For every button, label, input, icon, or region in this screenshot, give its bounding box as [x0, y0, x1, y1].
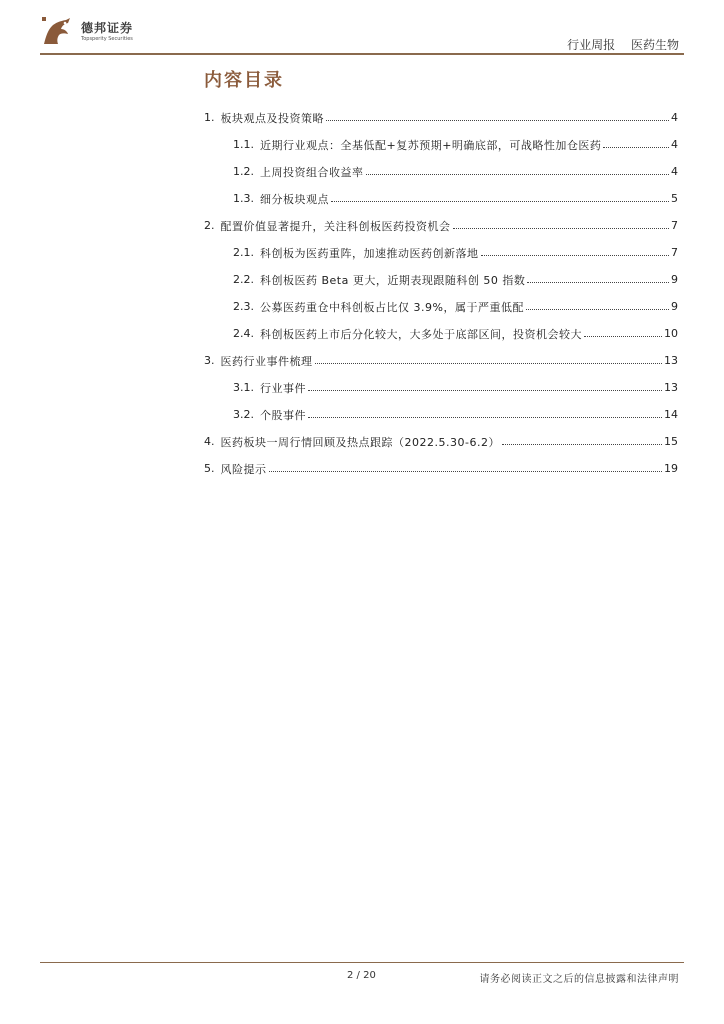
toc-entry-text: 公募医药重仓中科创板占比仅 3.9%，属于严重低配	[260, 300, 524, 314]
report-type: 行业周报	[567, 38, 616, 52]
toc-entry[interactable]	[204, 158, 678, 185]
toc-entry-number: 4.	[204, 435, 215, 448]
toc-entry[interactable]	[204, 239, 678, 266]
footer-disclaimer: 请务必阅读正文之后的信息披露和法律声明	[479, 974, 679, 985]
toc-entry[interactable]	[204, 212, 678, 239]
company-logo-icon	[40, 14, 74, 48]
toc-entry-text: 科创板医药 Beta 更大，近期表现跟随科创 50 指数	[260, 273, 526, 287]
toc-leader-dots	[481, 255, 670, 256]
toc-entry-text: 板块观点及投资策略	[220, 111, 324, 125]
toc-entry-number: 3.	[204, 354, 215, 367]
toc-leader-dots	[269, 471, 663, 472]
toc-entry[interactable]	[204, 293, 678, 320]
toc-leader-dots	[366, 174, 670, 175]
header-tags	[567, 36, 679, 53]
toc-entry[interactable]	[204, 185, 678, 212]
toc-entry-text: 个股事件	[260, 408, 306, 422]
toc-title: 内容目录	[204, 70, 284, 91]
toc-entry-text: 科创板为医药重阵，加速推动医药创新落地	[260, 246, 479, 260]
toc-entry[interactable]	[204, 104, 678, 131]
toc-leader-dots	[603, 147, 669, 148]
toc-entry-number: 2.1.	[233, 246, 254, 259]
toc-entry-text: 风险提示	[220, 462, 267, 476]
toc-leader-dots	[308, 417, 662, 418]
toc-leader-dots	[308, 390, 662, 391]
toc-entry-page: 19	[664, 462, 678, 475]
logo-english-name: Topsperity Securities	[81, 36, 133, 42]
toc-entry-page: 7	[671, 219, 678, 232]
company-logo	[40, 14, 140, 48]
toc-entry-number: 1.1.	[233, 138, 254, 151]
toc-entry-number: 5.	[204, 462, 215, 475]
toc-entry[interactable]	[204, 347, 678, 374]
logo-chinese-name: 德邦证券	[81, 21, 134, 35]
toc-entry-number: 2.2.	[233, 273, 254, 286]
toc-leader-dots	[326, 120, 669, 121]
toc-entry-page: 13	[664, 381, 678, 394]
toc-entry-page: 15	[664, 435, 678, 448]
toc-entry-text: 行业事件	[260, 381, 306, 395]
toc-entry-number: 3.1.	[233, 381, 254, 394]
toc-entry-text: 细分板块观点	[260, 192, 329, 206]
toc-entry-number: 1.3.	[233, 192, 254, 205]
toc-entry-number: 1.	[204, 111, 215, 124]
toc-entry[interactable]	[204, 374, 678, 401]
toc-entry[interactable]	[204, 428, 678, 455]
toc-leader-dots	[502, 444, 662, 445]
industry-name: 医药生物	[630, 38, 679, 52]
toc-entry-number: 2.	[204, 219, 215, 232]
toc-entry-page: 13	[664, 354, 678, 367]
toc-entry-number: 2.4.	[233, 327, 254, 340]
toc-entry-text: 上周投资组合收益率	[260, 165, 364, 179]
toc-leader-dots	[526, 309, 669, 310]
toc-entry-page: 4	[671, 165, 678, 178]
toc-entry-page: 5	[671, 192, 678, 205]
toc-entry[interactable]	[204, 320, 678, 347]
toc-entry[interactable]	[204, 266, 678, 293]
toc-entry-text: 配置价值显著提升，关注科创板医药投资机会	[220, 219, 451, 233]
toc-leader-dots	[584, 336, 662, 337]
page-number: 2 / 20	[347, 970, 376, 981]
toc-entry-text: 医药板块一周行情回顾及热点跟踪（2022.5.30-6.2）	[220, 435, 500, 449]
toc-entry[interactable]	[204, 131, 678, 158]
toc-leader-dots	[331, 201, 669, 202]
toc-entry[interactable]	[204, 455, 678, 482]
toc-entry-text: 近期行业观点：全基低配+复苏预期+明确底部，可战略性加仓医药	[260, 138, 602, 152]
toc-leader-dots	[315, 363, 663, 364]
toc-entry-page: 7	[671, 246, 678, 259]
header-divider	[40, 53, 684, 55]
toc-entry-page: 9	[671, 273, 678, 286]
toc-entry-number: 2.3.	[233, 300, 254, 313]
toc-entry-number: 1.2.	[233, 165, 254, 178]
table-of-contents	[204, 104, 678, 482]
toc-entry-page: 4	[671, 111, 678, 124]
toc-entry-page: 9	[671, 300, 678, 313]
footer-divider	[40, 962, 684, 963]
toc-entry-page: 14	[664, 408, 678, 421]
toc-entry[interactable]	[204, 401, 678, 428]
toc-entry-number: 3.2.	[233, 408, 254, 421]
toc-entry-page: 4	[671, 138, 678, 151]
toc-leader-dots	[453, 228, 670, 229]
toc-entry-text: 医药行业事件梳理	[220, 354, 313, 368]
toc-leader-dots	[527, 282, 669, 283]
toc-entry-page: 10	[664, 327, 678, 340]
toc-entry-text: 科创板医药上市后分化较大，大多处于底部区间，投资机会较大	[260, 327, 582, 341]
